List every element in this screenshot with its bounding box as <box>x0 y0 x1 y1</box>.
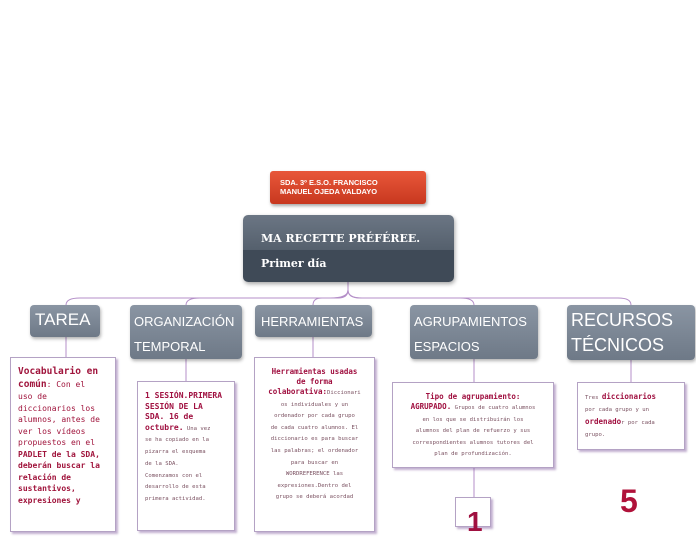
rec-bold2: ordenado <box>585 417 622 426</box>
central-title: MA RECETTE PRÉFÉREE. <box>243 215 454 250</box>
sda-title-line2: MANUEL OJEDA VALDAYO <box>280 187 378 196</box>
herr-line-5: para buscar en <box>290 459 339 466</box>
rec-line-4: grupo. <box>585 431 606 438</box>
herr-line-8: grupo se deberá acordad <box>275 494 354 501</box>
tarea-line-0 <box>18 378 110 391</box>
org-head-2: SESIÓN DE LA <box>145 401 203 411</box>
rec-bold1: diccionarios <box>601 392 657 401</box>
topic-org-line2: TEMPORAL <box>134 339 206 354</box>
sda-title-line1: SDA. 3º E.S.O. FRANCISCO <box>280 178 378 187</box>
herr-head-tail: Diccionari <box>327 390 361 396</box>
tarea-line-9: sustantivos, <box>18 484 76 493</box>
tarea-line-1: uso de <box>18 392 47 401</box>
org-head-1: 1 SESIÓN.PRIMERA <box>145 391 223 400</box>
tarea-line-10: expresiones y <box>18 495 81 505</box>
agr-head-line <box>398 402 548 415</box>
agr-head-1: Tipo de agrupamiento: <box>425 392 521 401</box>
org-head-4: octubre. <box>145 422 184 432</box>
topic-herramientas[interactable]: HERRAMIENTAS <box>255 305 372 337</box>
card-herramientas[interactable] <box>254 357 375 532</box>
agrupamientos-child-number: 1 <box>467 506 483 537</box>
link-tarea <box>66 282 348 305</box>
tarea-line-6: PADLET de la SDA, <box>18 449 100 459</box>
herr-line-3: diccionario es para buscar <box>270 436 359 443</box>
central-topic[interactable] <box>243 215 454 282</box>
org-head-tail: Una vez <box>183 425 211 432</box>
agr-head-2: AGRUPADO. <box>410 402 452 411</box>
herr-head-3: colaborativa: <box>268 387 327 396</box>
tarea-line-8: relación de <box>18 472 71 482</box>
herr-line-6: WORDREFERENCE las <box>285 471 344 478</box>
org-line-3: Comenzamos con el <box>145 472 203 479</box>
tarea-line-7: deberán buscar la <box>18 461 100 470</box>
herr-line-7: expresiones.Dentro del <box>277 482 352 489</box>
topic-organizacion-temporal[interactable] <box>130 305 242 359</box>
agr-line-1: alumnos del plan de refuerzo y sus <box>415 428 531 434</box>
rec-pre1: Tres <box>585 395 602 401</box>
agr-line-0: en los que se distribuirán los <box>422 416 524 423</box>
card-recursos[interactable] <box>577 382 685 450</box>
tarea-head-1: Vocabulario en <box>18 366 99 377</box>
org-head-line <box>145 423 230 436</box>
tarea-head-tail: : Con el <box>46 380 86 389</box>
org-line-4: desarrollo de esta <box>145 484 206 491</box>
topic-rec-line2: TÉCNICOS <box>571 335 665 355</box>
tarea-line-3: alumnos, antes de <box>18 415 100 424</box>
rec-line-2: por cada grupo y un <box>585 406 649 413</box>
agr-head-tail: Grupos de cuatro alumnos <box>451 405 536 411</box>
herr-line-2: de cada cuatro alumnos. El <box>270 424 359 431</box>
tarea-line-2: diccionarios los <box>18 403 96 413</box>
agr-line-3: plan de profundización. <box>434 451 512 457</box>
topic-recursos-tecnicos[interactable] <box>567 305 695 360</box>
topic-org-line1: ORGANIZACIÓN <box>134 314 235 329</box>
topic-rec-line1: RECURSOS <box>571 310 674 330</box>
org-line-0: se ha copiado en la <box>145 437 209 444</box>
herr-line-4: las palabras; el ordenador <box>270 447 359 454</box>
sda-title-box[interactable] <box>270 171 426 204</box>
org-line-5: primera actividad. <box>145 496 206 503</box>
topic-agr-line1: AGRUPAMIENTOS <box>414 314 527 329</box>
link-recursos <box>348 290 631 305</box>
recursos-count-number: 5 <box>620 483 638 519</box>
card-tarea[interactable] <box>10 357 116 532</box>
rec-line-3 <box>585 416 679 430</box>
org-line-1: pizarra el esquema <box>145 449 206 456</box>
agr-line-2: correspondientes alumnos tutores del <box>412 439 534 446</box>
herr-line-0: os individuales y un <box>280 401 349 408</box>
topic-agr-line2: ESPACIOS <box>414 339 480 354</box>
org-line-2: de la SDA. <box>145 460 179 467</box>
central-subtitle: Primer día <box>243 250 454 282</box>
topic-tarea[interactable]: TAREA <box>30 305 100 337</box>
org-head-3: SDA. 16 de <box>145 412 194 421</box>
tarea-head-2: común <box>18 379 47 390</box>
herr-head-line <box>259 387 370 400</box>
card-agrupamientos[interactable] <box>392 382 554 468</box>
rec-post2: r por cada <box>621 420 655 426</box>
herr-head-1: Herramientas usadas <box>271 367 358 376</box>
tarea-line-5: propuestos en el <box>18 438 96 447</box>
card-organizacion[interactable] <box>137 381 235 531</box>
herr-line-1: ordenador por cada grupo <box>274 413 355 420</box>
herr-head-2: de forma <box>296 377 333 386</box>
tarea-line-4: ver los vídeos <box>18 426 86 436</box>
rec-line-1 <box>585 391 679 405</box>
topic-agrupamientos-espacios[interactable] <box>410 305 538 359</box>
